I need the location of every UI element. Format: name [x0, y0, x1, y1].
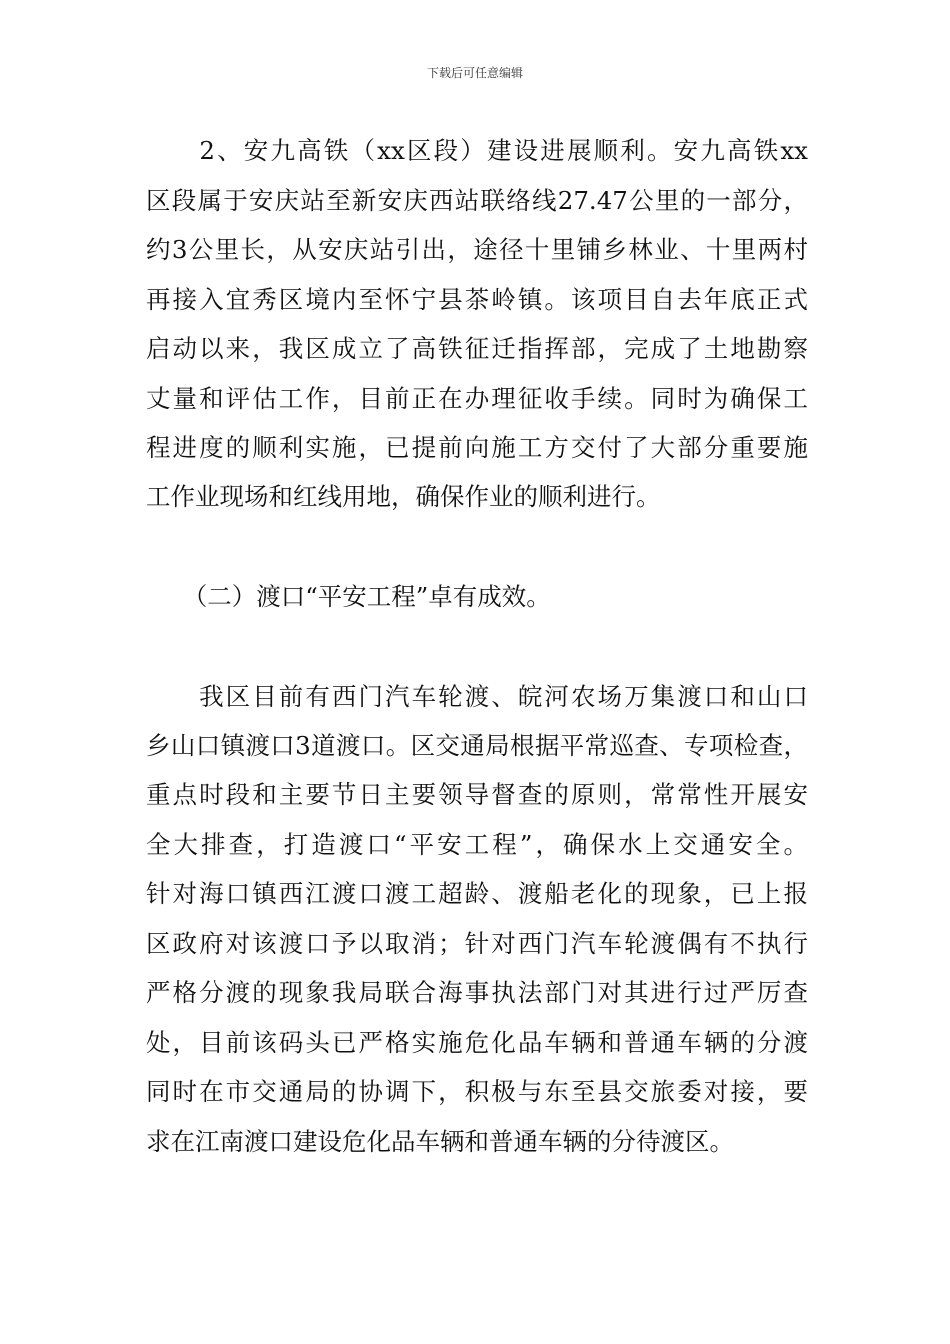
paragraph-line: 再接入宜秀区境内至怀宁县茶岭镇。该项目自去年底正式 — [146, 285, 808, 314]
paragraph-line: 同时在市交通局的协调下，积极与东至县交旅委对接，要 — [146, 1077, 808, 1106]
paragraph-line: 工作业现场和红线用地，确保作业的顺利进行。 — [146, 482, 661, 511]
paragraph-line: 2、安九高铁（xx区段）建设进展顺利。安九高铁xx — [146, 136, 808, 165]
paragraph-line: 丈量和评估工作，目前正在办理征收手续。同时为确保工 — [146, 384, 808, 413]
paragraph-line: 严格分渡的现象我局联合海事执法部门对其进行过严厉查 — [146, 978, 808, 1007]
paragraph-line: 区段属于安庆站至新安庆西站联络线27.47公里的一部分， — [146, 186, 808, 215]
paragraph-line: 约3公里长，从安庆站引出，途径十里铺乡林业、十里两村 — [146, 235, 808, 264]
section-heading: （二）渡口“平安工程”卓有成效。 — [146, 582, 551, 611]
paragraph-line: 我区目前有西门汽车轮渡、皖河农场万集渡口和山口 — [146, 682, 808, 711]
paragraph-line: 求在江南渡口建设危化品车辆和普通车辆的分待渡区。 — [146, 1127, 734, 1156]
paragraph-line: 处，目前该码头已严格实施危化品车辆和普通车辆的分渡 — [146, 1028, 808, 1057]
paragraph-line: 程进度的顺利实施，已提前向施工方交付了大部分重要施 — [146, 433, 808, 462]
paragraph-line: 乡山口镇渡口3道渡口。区交通局根据平常巡查、专项检查， — [146, 731, 808, 760]
paragraph-line: 全大排查，打造渡口“平安工程”，确保水上交通安全。 — [146, 830, 808, 859]
paragraph-line: 启动以来，我区成立了高铁征迁指挥部，完成了土地勘察 — [146, 334, 808, 363]
paragraph-line: 区政府对该渡口予以取消；针对西门汽车轮渡偶有不执行 — [146, 929, 808, 958]
paragraph-line: 重点时段和主要节日主要领导督查的原则，常常性开展安 — [146, 780, 808, 809]
header-note: 下载后可任意编辑 — [426, 66, 523, 80]
paragraph-line: 针对海口镇西江渡口渡工超龄、渡船老化的现象，已上报 — [146, 879, 808, 908]
